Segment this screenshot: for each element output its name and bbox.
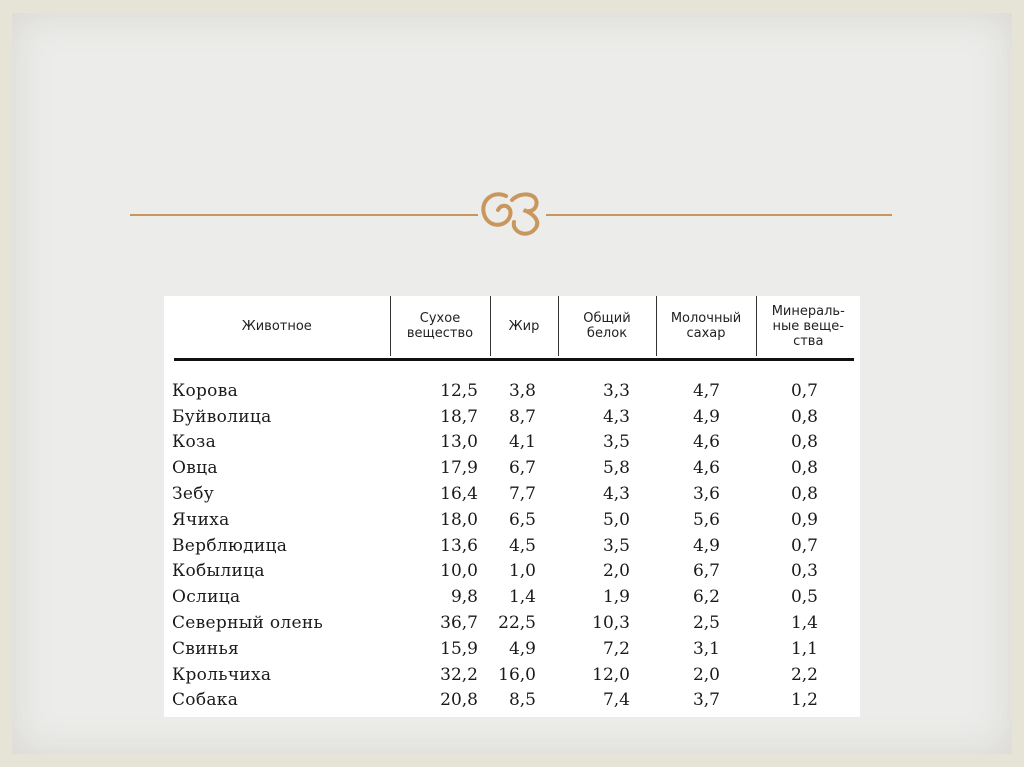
cell-animal: Овца <box>172 458 218 479</box>
header-dry-matter: Сухое вещество <box>390 296 490 356</box>
cell-dry: 9,8 <box>450 587 478 608</box>
cell-animal: Корова <box>172 380 239 401</box>
cell-fat: 7,7 <box>508 484 536 505</box>
cell-animal: Ячиха <box>172 509 230 530</box>
table-row <box>164 455 860 481</box>
cell-lactose: 3,1 <box>692 638 720 659</box>
cell-lactose: 4,9 <box>692 406 720 427</box>
cell-animal: Собака <box>172 690 239 711</box>
cell-protein: 12,0 <box>592 664 630 685</box>
cell-lactose: 3,7 <box>692 690 720 711</box>
table-row <box>164 636 860 662</box>
header-animal: Животное <box>241 318 312 334</box>
cell-minerals: 0,8 <box>790 458 818 479</box>
cell-dry: 20,8 <box>440 690 478 711</box>
cell-fat: 4,1 <box>508 432 536 453</box>
cell-fat: 16,0 <box>498 664 536 685</box>
cell-dry: 10,0 <box>440 561 478 582</box>
cell-protein: 2,0 <box>602 561 630 582</box>
cell-animal: Кобылица <box>172 561 265 582</box>
cell-protein: 10,3 <box>592 613 630 634</box>
milk-composition-table <box>164 296 860 717</box>
cell-protein: 1,9 <box>602 587 630 608</box>
cell-animal: Зебу <box>172 484 215 505</box>
cell-minerals: 0,8 <box>790 484 818 505</box>
table-row <box>164 662 860 688</box>
ornament-line-right <box>546 214 892 216</box>
cell-minerals: 0,5 <box>790 587 818 608</box>
table-row <box>164 533 860 559</box>
table-row <box>164 610 860 636</box>
cell-dry: 18,7 <box>440 406 478 427</box>
cell-fat: 1,0 <box>508 561 536 582</box>
table-row <box>164 481 860 507</box>
cell-minerals: 0,9 <box>790 509 818 530</box>
cell-fat: 6,5 <box>508 509 536 530</box>
table-row <box>164 584 860 610</box>
cell-fat: 6,7 <box>508 458 536 479</box>
cell-fat: 22,5 <box>498 613 536 634</box>
cell-protein: 4,3 <box>602 406 630 427</box>
cell-minerals: 0,3 <box>790 561 818 582</box>
cell-dry: 12,5 <box>440 380 478 401</box>
cell-lactose: 4,9 <box>692 535 720 556</box>
cell-protein: 7,4 <box>602 690 630 711</box>
ornamental-swirl-icon <box>476 186 548 238</box>
cell-lactose: 6,2 <box>692 587 720 608</box>
cell-fat: 3,8 <box>508 380 536 401</box>
cell-animal: Северный олень <box>172 613 324 634</box>
cell-fat: 4,9 <box>508 638 536 659</box>
cell-protein: 3,3 <box>602 380 630 401</box>
cell-protein: 5,8 <box>602 458 630 479</box>
cell-animal: Свинья <box>172 638 240 659</box>
data-table <box>164 296 860 713</box>
cell-lactose: 4,6 <box>692 458 720 479</box>
cell-dry: 36,7 <box>440 613 478 634</box>
cell-lactose: 4,7 <box>692 380 720 401</box>
cell-animal: Буйволица <box>172 406 272 427</box>
cell-minerals: 0,7 <box>790 535 818 556</box>
cell-dry: 13,0 <box>440 432 478 453</box>
cell-minerals: 1,1 <box>790 638 818 659</box>
header-minerals: Минераль- ные веще- ства <box>756 296 860 356</box>
cell-protein: 3,5 <box>602 432 630 453</box>
cell-dry: 32,2 <box>440 664 478 685</box>
table-row <box>164 559 860 585</box>
cell-animal: Ослица <box>172 587 241 608</box>
cell-lactose: 3,6 <box>692 484 720 505</box>
cell-dry: 16,4 <box>440 484 478 505</box>
cell-animal: Крольчиха <box>172 664 272 685</box>
cell-minerals: 2,2 <box>790 664 818 685</box>
table-row <box>164 507 860 533</box>
cell-fat: 4,5 <box>508 535 536 556</box>
cell-dry: 13,6 <box>440 535 478 556</box>
cell-minerals: 0,8 <box>790 406 818 427</box>
cell-minerals: 0,8 <box>790 432 818 453</box>
cell-animal: Коза <box>172 432 216 453</box>
cell-lactose: 2,0 <box>692 664 720 685</box>
cell-protein: 5,0 <box>602 509 630 530</box>
cell-protein: 3,5 <box>602 535 630 556</box>
cell-minerals: 1,4 <box>790 613 818 634</box>
cell-dry: 17,9 <box>440 458 478 479</box>
header-row <box>164 296 860 356</box>
table-row <box>164 378 860 404</box>
header-protein: Общий белок <box>558 296 656 356</box>
cell-lactose: 2,5 <box>692 613 720 634</box>
cell-lactose: 4,6 <box>692 432 720 453</box>
cell-dry: 15,9 <box>440 638 478 659</box>
header-fat: Жир <box>490 296 558 356</box>
cell-dry: 18,0 <box>440 509 478 530</box>
table-body <box>164 378 860 713</box>
cell-lactose: 6,7 <box>692 561 720 582</box>
cell-fat: 8,5 <box>508 690 536 711</box>
cell-protein: 7,2 <box>602 638 630 659</box>
cell-protein: 4,3 <box>602 484 630 505</box>
ornament-line-left <box>130 214 478 216</box>
table-row <box>164 404 860 430</box>
table-row <box>164 430 860 456</box>
table-row <box>164 688 860 714</box>
cell-lactose: 5,6 <box>692 509 720 530</box>
cell-fat: 8,7 <box>508 406 536 427</box>
cell-minerals: 0,7 <box>790 380 818 401</box>
header-lactose: Молочный сахар <box>656 296 756 356</box>
cell-animal: Верблюдица <box>172 535 288 556</box>
cell-minerals: 1,2 <box>790 690 818 711</box>
cell-fat: 1,4 <box>508 587 536 608</box>
